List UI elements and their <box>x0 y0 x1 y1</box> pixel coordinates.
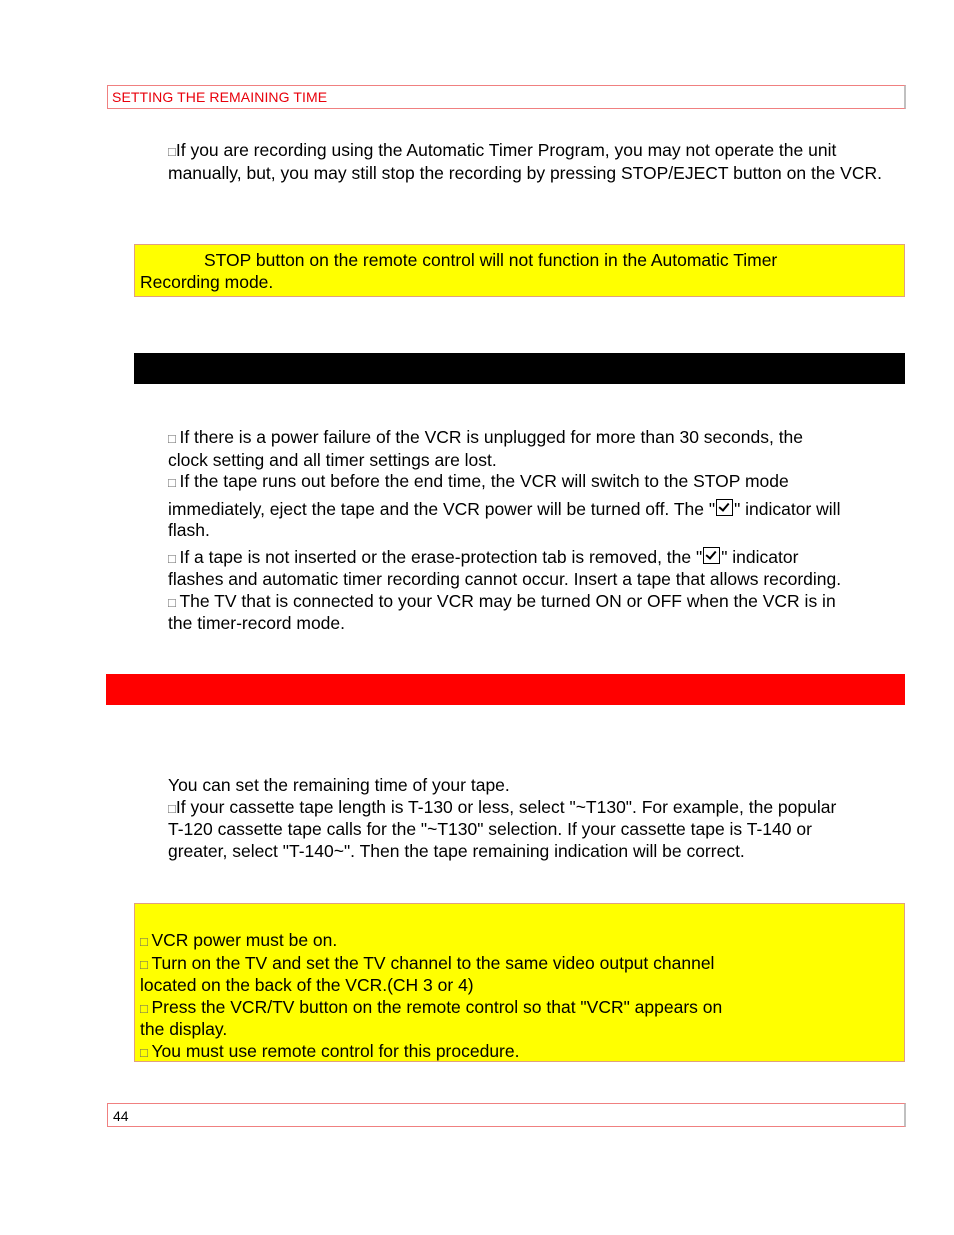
paragraph-line: T-120 cassette tape calls for the "~T130" selection. If your cassette tape is T-140 or <box>168 819 812 839</box>
checkbox-indicator-icon <box>703 547 720 564</box>
section-title: SETTING THE REMAINING TIME <box>112 89 328 105</box>
note-line: Recording mode. <box>140 272 274 292</box>
list-item: the timer-record mode. <box>168 613 346 633</box>
list-item: □ Turn on the TV and set the TV channel to the same video output channel <box>140 952 715 973</box>
header-bar <box>107 85 906 109</box>
list-item: □ If the tape runs out before the end time, the VCR will switch to the STOP mode <box>168 471 789 491</box>
bullet-icon: □ <box>140 1000 152 1016</box>
paragraph-line: greater, select "T-140~". Then the tape remaining indication will be correct. <box>168 840 745 861</box>
page-number: 44 <box>113 1108 129 1124</box>
bullet-icon: □ <box>168 431 180 446</box>
bullet-icon: □ <box>168 594 180 610</box>
list-item: □ VCR power must be on. <box>140 930 338 950</box>
notes-list <box>168 427 908 635</box>
intro-text: If you are recording using the Automatic Timer Program, you may not operate the unit manually, but, you may still stop the recording by pressing STOP/EJECT button on the VCR. <box>168 140 882 183</box>
note-box-timer <box>134 244 905 297</box>
list-item: □ If a tape is not inserted or the erase-protection tab is removed, the " " indicator <box>168 546 799 567</box>
list-item: □ You must use remote control for this procedure. <box>140 1040 520 1061</box>
bullet-icon: □ <box>168 475 180 490</box>
list-item: □ If there is a power failure of the VCR is unplugged for more than 30 seconds, the <box>168 427 804 447</box>
remaining-time-paragraph <box>168 775 908 862</box>
bullet-icon: □ <box>140 1044 152 1060</box>
intro-paragraph <box>168 140 903 184</box>
bullet-icon: □ <box>140 934 152 949</box>
section-divider-red <box>106 674 905 705</box>
footer-bar <box>107 1103 906 1127</box>
paragraph-line: You can set the remaining time of your tape. <box>168 775 510 795</box>
paragraph-line: □If your cassette tape length is T-130 or less, select "~T130". For example, the popular <box>168 796 837 817</box>
list-item: □ Press the VCR/TV button on the remote control so that "VCR" appears on <box>140 996 723 1017</box>
note-box-requirements <box>134 903 905 1062</box>
list-item: clock setting and all timer settings are lost. <box>168 449 497 470</box>
list-item: located on the back of the VCR.(CH 3 or 4) <box>140 975 474 995</box>
requirements-list <box>140 930 722 1063</box>
bullet-icon: □ <box>140 956 152 972</box>
list-item: the display. <box>140 1019 228 1039</box>
list-item: immediately, eject the tape and the VCR power will be turned off. The " " indicator will <box>168 498 841 519</box>
list-item: flashes and automatic timer recording cannot occur. Insert a tape that allows recording. <box>168 569 842 589</box>
list-item: flash. <box>168 520 210 540</box>
list-item: □ The TV that is connected to your VCR may be turned ON or OFF when the VCR is in <box>168 590 836 611</box>
note-line: STOP button on the remote control will not function in the Automatic Timer <box>204 250 778 270</box>
section-divider-black <box>134 353 905 384</box>
bullet-icon: □ <box>168 550 180 566</box>
bullet-icon: □ <box>168 144 176 159</box>
checkbox-indicator-icon <box>716 499 733 516</box>
bullet-icon: □ <box>168 800 176 816</box>
